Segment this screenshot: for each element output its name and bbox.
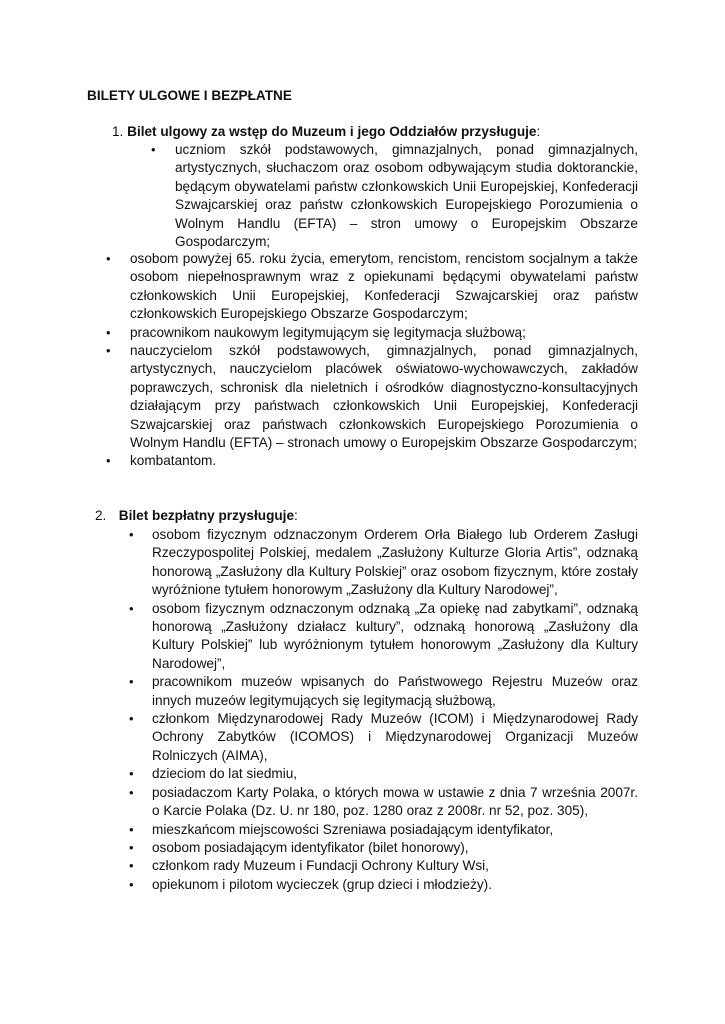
list-item-text: osobom fizycznym odznaczonym odznaką „Za opiekę nad zabytkami”, odznaką honorową „Zasłużony działacz kultury”, odznaką honorową „Zasłużony dla Kultury Polskiej” lub wyróżnionym tytułem honorowym „Zasłużony dla Kultury Narodowej”,: [152, 600, 638, 671]
list-item: [129, 839, 638, 857]
bullet-icon: •: [129, 784, 134, 800]
section-1-heading-suffix: :: [536, 124, 541, 139]
document-title: BILETY ULGOWE I BEZPŁATNE: [87, 88, 292, 103]
bullet-icon: •: [129, 674, 134, 690]
list-item-text: dzieciom do lat siedmiu,: [152, 766, 298, 782]
bullet-icon: •: [106, 324, 111, 340]
list-item-text: uczniom szkół podstawowych, gimnazjalnych, ponad gimnazjalnych, artystycznych, słuchaczom oraz osobom odbywającym studia doktoranckie, będącym obywatelami państw członkowskich Unii Europejskiej, Konfederacji Szwajcarskiej oraz państw członkowskich Europejskiego Porozumienia o Wolnym Handlu (EFTA) – stron umowy o Europejskim Obszarze Gospodarczym;: [175, 142, 638, 250]
list-item-text: posiadaczom Karty Polaka, o których mowa w ustawie z dnia 7 września 2007r. o Karcie Polaka (Dz. U. nr 180, poz. 1280 oraz z 2008r. nr 52, poz. 305),: [152, 784, 638, 819]
list-item: [129, 784, 638, 821]
list-item-text: nauczycielom szkół podstawowych, gimnazjalnych, ponad gimnazjalnych, artystycznych, nauczycielom placówek oświatowo-wychowawczych, zakładów poprawczych, schronisk dla nieletnich i ośrodków diagnostyczno-konsultacyjnych działającym przy państwach członkowskich Unii Europejskiej, Konfederacji Szwajcarskiej oraz państwach członkowskich Europejskiego Porozumienia o Wolnym Handlu (EFTA) – stronach umowy o Europejskim Obszarze Gospodarczym;: [130, 343, 638, 451]
list-item-text: osobom fizycznym odznaczonym Orderem Orła Białego lub Orderem Zasługi Rzeczypospolitej Polskiej, medalem „Zasłużony Kulturze Gloria Artis”, odznaką honorową „Zasłużony dla Kultury Polskiej” oraz osobom fizycznym, które zostały wyróżnione tytułem honorowym „Zasłużony dla Kultury Narodowej”,: [152, 527, 638, 598]
list-item-text: kombatantom.: [130, 453, 217, 469]
list-item-text: opiekunom i pilotom wycieczek (grup dzieci i młodzieży).: [152, 876, 492, 892]
bullet-icon: •: [106, 343, 111, 359]
section-2-heading-suffix: :: [294, 508, 298, 523]
list-item-text: mieszkańcom miejscowości Szreniawa posiadającym identyfikator,: [152, 821, 554, 837]
section-1-nested-list: [151, 141, 638, 251]
list-item-text: pracownikom naukowym legitymującym się legitymacja służbową;: [130, 324, 526, 340]
bullet-icon: •: [106, 453, 111, 469]
bullet-icon: •: [129, 839, 134, 855]
section-2-list: [129, 526, 638, 894]
list-item: [106, 250, 638, 324]
section-2-heading-label: Bilet bezpłatny przysługuje: [118, 508, 295, 523]
bullet-icon: •: [129, 876, 134, 892]
bullet-icon: •: [106, 251, 111, 266]
list-item: [129, 821, 638, 839]
list-item: [129, 857, 638, 875]
list-item: [129, 600, 638, 674]
list-item: [129, 673, 638, 710]
list-item: [106, 342, 638, 452]
section-1-list: [106, 250, 638, 471]
list-item: [129, 876, 638, 894]
list-item-text: osobom powyżej 65. roku życia, emerytom, rencistom, rencistom socjalnym a także osobom niepełnosprawnym wraz z opiekunami będącymi obywatelami państw członkowskich Unii Europejskiej, Konfederacji Szwajcarskiej oraz państw członkowskich Europejskiego Obszarze Gospodarczym;: [130, 251, 638, 322]
section-2-heading: [95, 507, 298, 525]
bullet-icon: •: [129, 527, 134, 542]
bullet-icon: •: [129, 600, 134, 616]
bullet-icon: •: [129, 766, 134, 782]
list-item: [129, 710, 638, 765]
list-item: [106, 452, 638, 470]
section-1-heading: [112, 123, 540, 141]
section-1-heading-label: Bilet ulgowy za wstęp do Muzeum i jego Oddziałów przysługuje: [127, 124, 537, 139]
list-item-text: członkom rady Muzeum i Fundacji Ochrony Kultury Wsi,: [152, 858, 489, 874]
list-item-text: pracownikom muzeów wpisanych do Państwowego Rejestru Muzeów oraz innych muzeów legitymujących się legitymacją służbową,: [152, 674, 638, 708]
list-item-text: osobom posiadającym identyfikator (bilet honorowy),: [152, 839, 469, 855]
bullet-icon: •: [129, 821, 134, 837]
section-2-number: 2.: [95, 508, 107, 523]
bullet-icon: •: [151, 142, 156, 157]
list-item: [106, 324, 638, 342]
list-item-text: członkom Międzynarodowej Rady Muzeów (ICOM) i Międzynarodowej Rady Ochrony Zabytków (ICOMOS) i Międzynarodowej Organizacji Muzeów Rolniczych (AIMA),: [152, 711, 638, 763]
list-item: [129, 526, 638, 600]
list-item: [151, 141, 638, 251]
list-item: [129, 765, 638, 783]
bullet-icon: •: [129, 858, 134, 874]
bullet-icon: •: [129, 711, 134, 727]
section-1-number: 1.: [112, 124, 124, 139]
